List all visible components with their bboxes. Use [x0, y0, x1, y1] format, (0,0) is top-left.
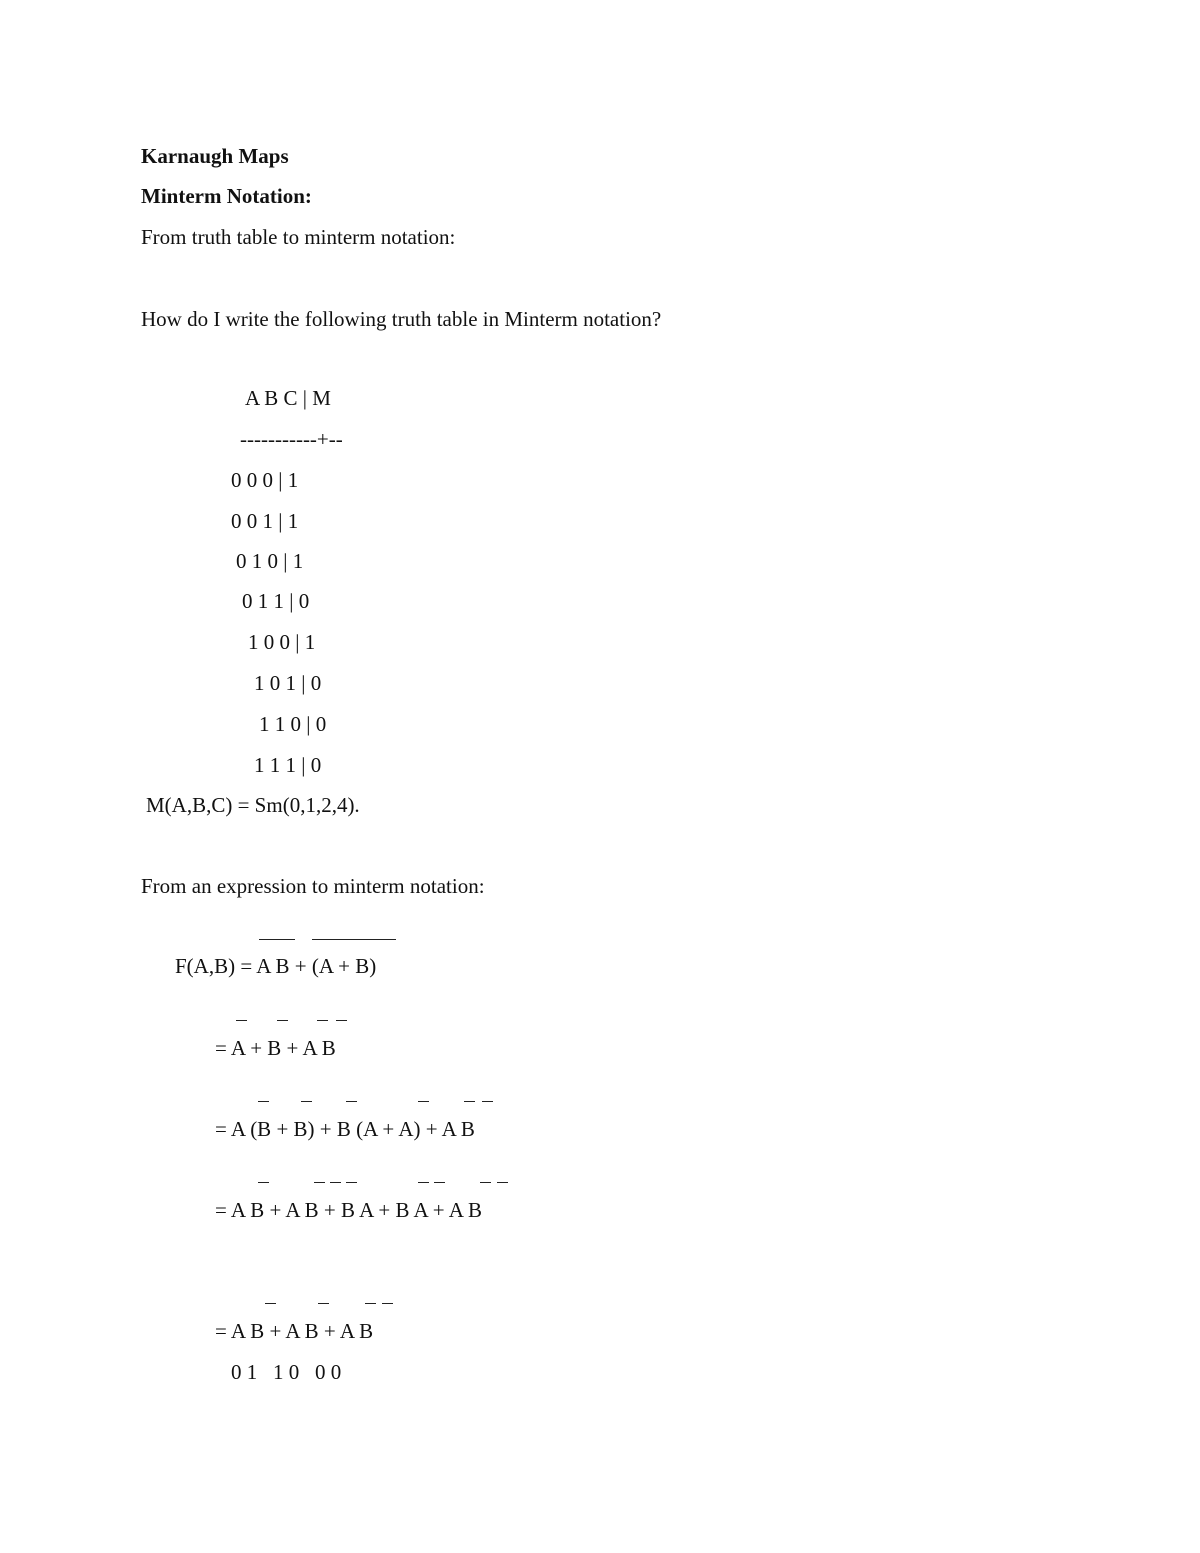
derivation-step: = A (B + B) + B (A + A) + A B — [215, 1117, 475, 1141]
overbar — [480, 1182, 491, 1183]
overbar — [318, 1303, 329, 1304]
overbar — [346, 1101, 357, 1102]
truth-table-separator: -----------+-- — [240, 427, 343, 451]
overbar — [336, 1020, 347, 1021]
derivation-step: F(A,B) = A B + (A + B) — [175, 954, 377, 978]
minterm-result: M(A,B,C) = Sm(0,1,2,4). — [146, 793, 360, 817]
overbar — [312, 939, 396, 940]
truth-table-row: 0 0 1 | 1 — [231, 509, 299, 533]
overbar — [301, 1101, 312, 1102]
overbar — [330, 1182, 341, 1183]
truth-table-header: A B C | M — [245, 386, 331, 410]
overbar — [236, 1020, 247, 1021]
truth-table-row: 0 0 0 | 1 — [231, 468, 299, 492]
truth-table-row: 1 1 1 | 0 — [254, 753, 322, 777]
question-text: How do I write the following truth table in Minterm notation? — [141, 307, 662, 331]
truth-table-row: 1 0 0 | 1 — [248, 630, 316, 654]
overbar — [482, 1101, 493, 1102]
overbar — [497, 1182, 508, 1183]
overbar — [265, 1303, 276, 1304]
overbar — [418, 1182, 429, 1183]
overbar — [314, 1182, 325, 1183]
binary-codes: 0 1 1 0 0 0 — [231, 1360, 342, 1384]
overbar — [277, 1020, 288, 1021]
overbar — [434, 1182, 445, 1183]
section-heading: Minterm Notation: — [141, 184, 312, 208]
overbar — [418, 1101, 429, 1102]
derivation-step: = A + B + A B — [215, 1036, 336, 1060]
overbar — [464, 1101, 475, 1102]
truth-table-row: 1 0 1 | 0 — [254, 671, 322, 695]
overbar — [317, 1020, 328, 1021]
derivation-step: = A B + A B + B A + B A + A B — [215, 1198, 482, 1222]
overbar — [365, 1303, 376, 1304]
truth-table-row: 1 1 0 | 0 — [259, 712, 327, 736]
overbar — [258, 1101, 269, 1102]
overbar — [258, 1182, 269, 1183]
section1-intro: From truth table to minterm notation: — [141, 225, 456, 249]
overbar — [259, 939, 295, 940]
truth-table-row: 0 1 0 | 1 — [236, 549, 304, 573]
derivation-step: = A B + A B + A B — [215, 1319, 374, 1343]
truth-table-row: 0 1 1 | 0 — [242, 589, 310, 613]
overbar — [382, 1303, 393, 1304]
overbar — [346, 1182, 357, 1183]
section2-intro: From an expression to minterm notation: — [141, 874, 485, 898]
document-title: Karnaugh Maps — [141, 144, 289, 168]
